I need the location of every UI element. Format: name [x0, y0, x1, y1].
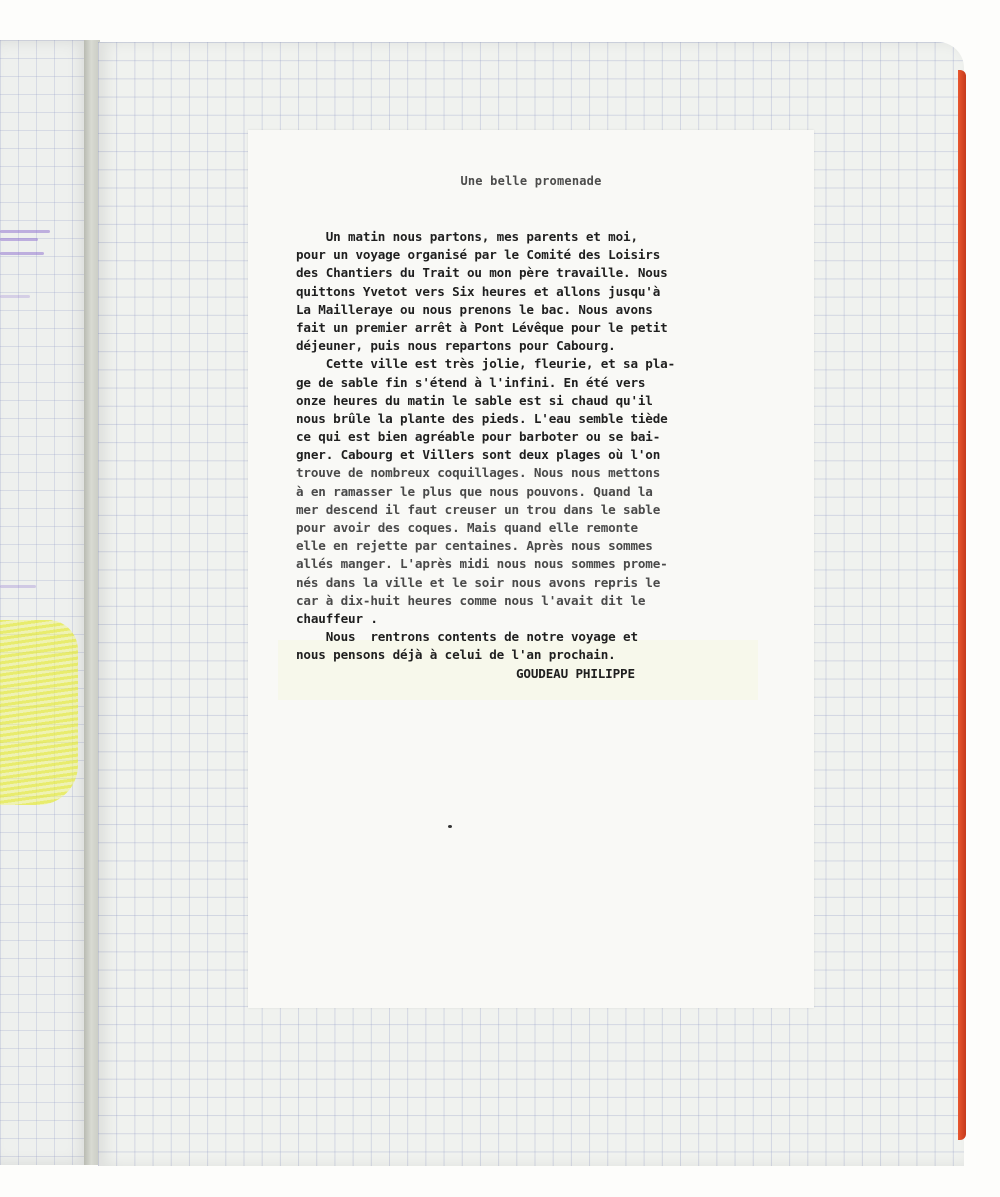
text-line: quittons Yvetot vers Six heures et allons jusqu'à: [296, 283, 661, 299]
text-line: ge de sable fin s'étend à l'infini. En été vers: [296, 374, 646, 390]
text-line: déjeuner, puis nous repartons pour Cabourg.: [296, 338, 616, 354]
text-line: La Mailleraye ou nous prenons le bac. Nous avons: [296, 301, 653, 317]
text-line: des Chantiers du Trait ou mon père travaille. Nous: [296, 265, 668, 281]
violet-pencil-mark: [0, 585, 36, 588]
text-line: onze heures du matin le sable est si chaud qu'il: [296, 392, 653, 408]
violet-pencil-mark: [0, 238, 38, 241]
text-line: à en ramasser le plus que nous pouvons. Quand la: [296, 483, 653, 499]
typewritten-sheet: [248, 130, 814, 1008]
text-line: Cette ville est très jolie, fleurie, et sa pla-: [296, 356, 676, 372]
text-line: nés dans la ville et le soir nous avons repris le: [296, 574, 661, 590]
text-line: fait un premier arrêt à Pont Lévêque pour le petit: [296, 319, 668, 335]
text-line: Nous rentrons contents de notre voyage et: [296, 629, 638, 645]
text-line: trouve de nombreux coquillages. Nous nous mettons: [296, 465, 661, 481]
text-line: ce qui est bien agréable pour barboter ou se bai-: [296, 429, 661, 445]
violet-pencil-mark: [0, 295, 30, 298]
ink-dot: [448, 825, 452, 828]
text-line: gner. Cabourg et Villers sont deux plages où l'on: [296, 447, 661, 463]
text-line: Un matin nous partons, mes parents et moi,: [296, 229, 638, 244]
document-body: [296, 228, 766, 683]
text-line: nous pensons déjà à celui de l'an prochain.: [296, 647, 616, 663]
text-line: car à dix-huit heures comme nous l'avait dit le: [296, 592, 646, 608]
text-line: mer descend il faut creuser un trou dans le sable: [296, 501, 661, 517]
text-line: allés manger. L'après midi nous nous sommes prome-: [296, 556, 668, 572]
violet-pencil-mark: [0, 252, 44, 255]
text-line: pour un voyage organisé par le Comité des Loisirs: [296, 247, 661, 263]
document-title: Une belle promenade: [460, 174, 602, 188]
notebook-cover-edge: [958, 70, 966, 1140]
text-line: elle en rejette par centaines. Après nous sommes: [296, 538, 653, 554]
yellow-highlighter-mark: [0, 620, 78, 805]
text-line: nous brûle la plante des pieds. L'eau semble tiède: [296, 410, 668, 426]
text-line: chauffeur .: [296, 610, 378, 626]
text-line: pour avoir des coques. Mais quand elle remonte: [296, 520, 638, 535]
violet-pencil-mark: [0, 230, 50, 233]
signature: GOUDEAU PHILIPPE: [516, 665, 635, 681]
left-notebook-page: [0, 40, 92, 1165]
